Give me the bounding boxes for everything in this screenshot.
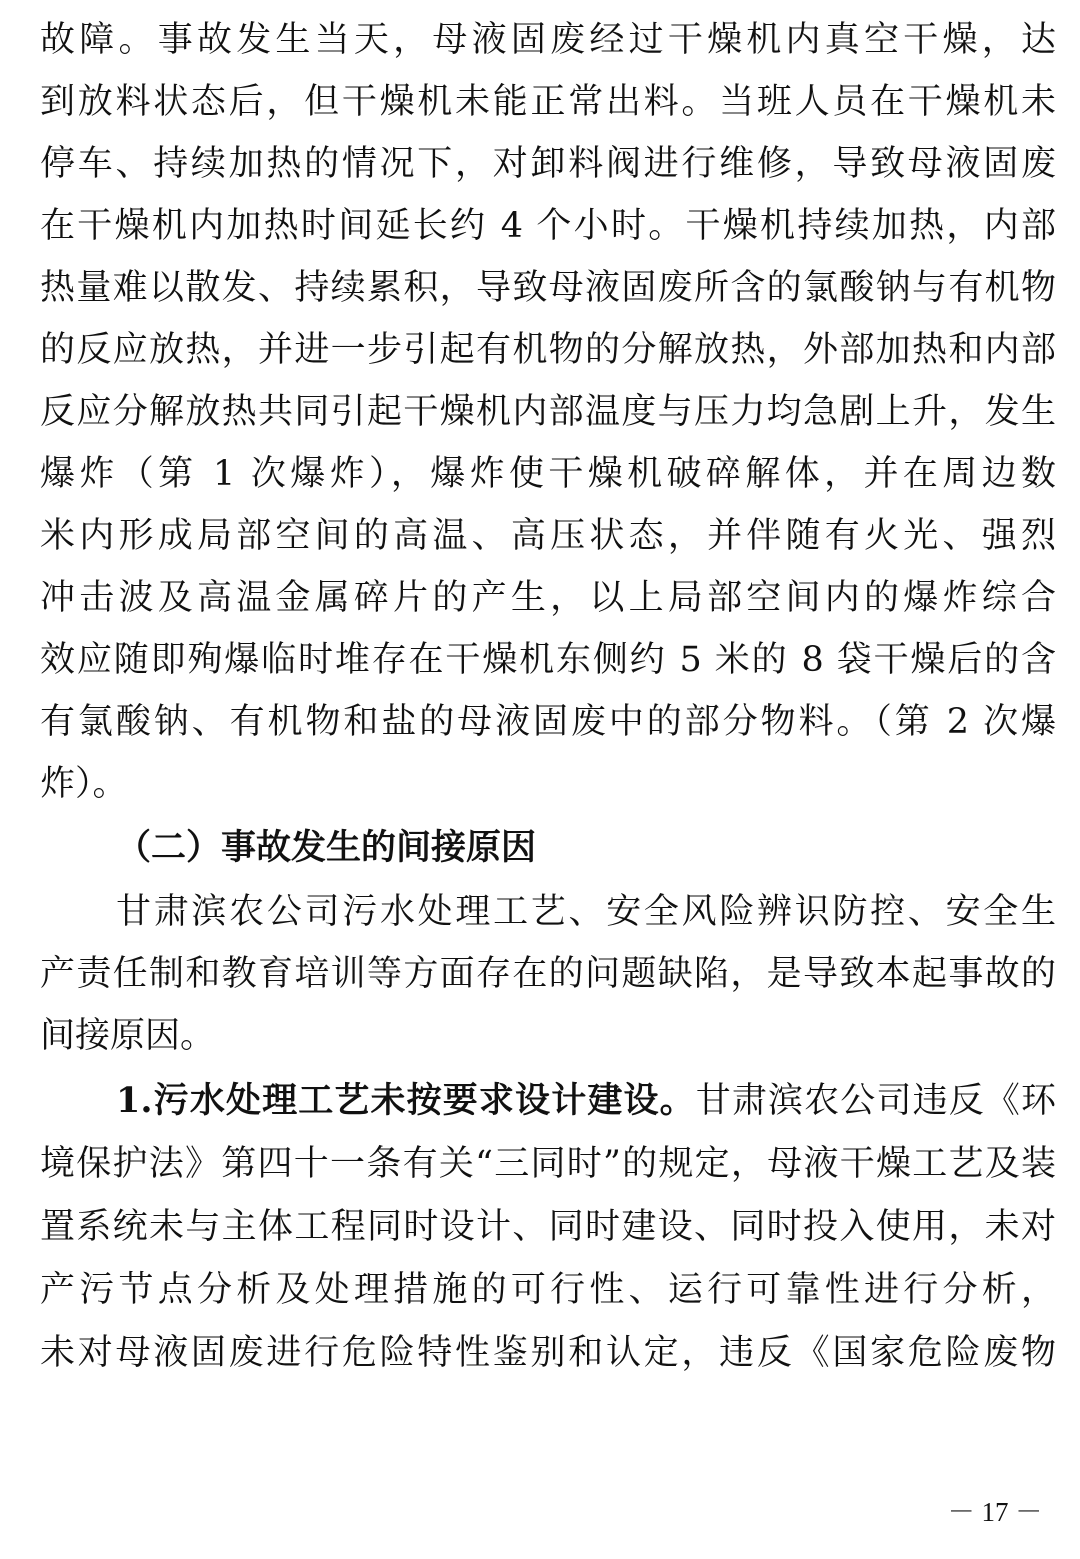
page-number: － 17 －	[947, 1497, 1043, 1527]
body-line-2: 到放料状态后，但干燥机未能正常出料。当班人员在干燥机未	[40, 82, 1056, 122]
section-line-2: 产责任制和教育培训等方面存在的问题缺陷，是导致本起事故的	[40, 954, 1056, 994]
body-line-7: 反应分解放热共同引起干燥机内部温度与压力均急剧上升，发生	[40, 392, 1056, 432]
item1-line-2: 境保护法》第四十一条有关“三同时”的规定，母液干燥工艺及装	[40, 1144, 1056, 1184]
body-line-6: 的反应放热，并进一步引起有机物的分解放热，外部加热和内部	[40, 330, 1056, 370]
item1-line-1	[116, 1070, 1056, 1132]
section-heading: （二）事故发生的间接原因	[116, 827, 537, 868]
body-line-3: 停车、持续加热的情况下，对卸料阀进行维修，导致母液固废	[40, 144, 1056, 184]
body-line-10: 冲击波及高温金属碎片的产生，以上局部空间内的爆炸综合	[40, 578, 1056, 618]
item1-first-rest: 甘肃滨农公司违反《环	[695, 1081, 1056, 1121]
body-line-5: 热量难以散发、持续累积，导致母液固废所含的氯酸钠与有机物	[40, 268, 1056, 308]
body-line-11: 效应随即殉爆临时堆存在干燥机东侧约 5 米的 8 袋干燥后的含	[40, 640, 1056, 680]
body-line-4: 在干燥机内加热时间延长约 4 个小时。干燥机持续加热，内部	[40, 206, 1056, 246]
body-line-9: 米内形成局部空间的高温、高压状态，并伴随有火光、强烈	[40, 516, 1056, 556]
item1-line-5: 未对母液固废进行危险特性鉴别和认定，违反《国家危险废物	[40, 1333, 1056, 1373]
body-line-8: 爆炸（第 1 次爆炸），爆炸使干燥机破碎解体，并在周边数	[40, 454, 1056, 494]
item1-line-3: 置系统未与主体工程同时设计、同时建设、同时投入使用，未对	[40, 1207, 1056, 1247]
body-line-13: 炸）。	[40, 764, 128, 804]
item1-bold-title: 1.污水处理工艺未按要求设计建设。	[116, 1080, 696, 1121]
body-line-12: 有氯酸钠、有机物和盐的母液固废中的部分物料。（第 2 次爆	[40, 702, 1056, 742]
section-line-1: 甘肃滨农公司污水处理工艺、安全风险辨识防控、安全生	[116, 892, 1056, 932]
section-line-3: 间接原因。	[40, 1016, 216, 1056]
body-line-1: 故障。事故发生当天，母液固废经过干燥机内真空干燥，达	[40, 20, 1056, 60]
item1-line-4: 产污节点分析及处理措施的可行性、运行可靠性进行分析，	[40, 1270, 1056, 1310]
